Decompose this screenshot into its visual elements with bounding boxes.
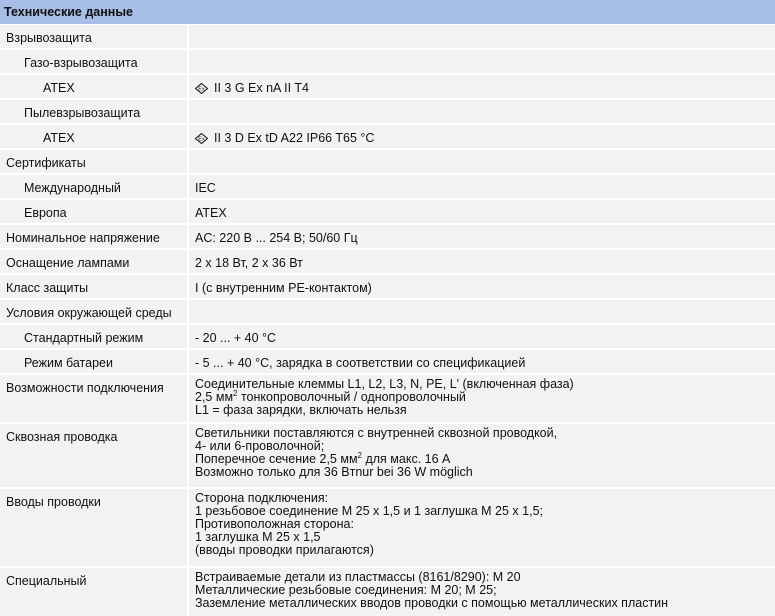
row-value: Встраиваемые детали из пластмассы (8161/8290): M 20 Металлические резьбовые соединения: M 20; M 25; Заземление металлических вводов проводки с помощью металлических пластин <box>195 570 669 610</box>
row-value: I (с внутренним PE-контактом) <box>195 281 372 295</box>
ex-icon <box>195 83 208 94</box>
row-label: ATEX <box>43 131 75 145</box>
table-row <box>0 275 775 299</box>
row-value: - 5 ... + 40 °C, зарядка в соответствии со спецификацией <box>195 356 526 370</box>
row-value: - 20 ... + 40 °C <box>195 331 277 345</box>
table-row <box>0 50 775 74</box>
table-row <box>0 150 775 174</box>
row-value: 2 x 18 Вт, 2 x 36 Вт <box>195 256 303 270</box>
svg-text:Ex: Ex <box>198 136 205 143</box>
row-label: Вводы проводки <box>6 495 101 509</box>
table-row <box>0 350 775 374</box>
table-row <box>0 75 775 99</box>
row-value: IEC <box>195 181 216 195</box>
row-value: Сторона подключения: 1 резьбовое соединение M 25 x 1,5 и 1 заглушка M 25 x 1,5; Противоположная сторона: 1 заглушка M 25 x 1,5 (вводы проводки прилагаются) <box>195 491 544 557</box>
row-value: II 3 G Ex nA II T4 <box>214 81 309 95</box>
row-value: AC: 220 В ... 254 В; 50/60 Гц <box>195 231 358 245</box>
row-label: Газо-взрывозащита <box>24 56 138 70</box>
row-value: ATEX <box>195 206 227 220</box>
table-row <box>0 424 775 488</box>
table-header <box>0 0 775 24</box>
row-value: Соединительные клеммы L1, L2, L3, N, PE, L' (включенная фаза) 2,5 $мм^2$ тонкопроволочный / однопроволочный L1 = фаза зарядки, включать нельзя <box>195 377 574 417</box>
row-label: Сертификаты <box>6 156 86 170</box>
table-row <box>0 568 775 616</box>
table-row <box>0 25 775 49</box>
row-label: Оснащение лампами <box>6 256 130 270</box>
table-row <box>0 489 775 567</box>
row-label: Пылевзрывозащита <box>24 106 141 120</box>
row-label: Класс защиты <box>6 281 89 295</box>
table-row <box>0 375 775 423</box>
row-label: Условия окружающей среды <box>6 306 172 320</box>
table-row <box>0 225 775 249</box>
row-label: Режим батареи <box>24 356 113 370</box>
row-label: Стандартный режим <box>24 331 144 345</box>
table-row <box>0 200 775 224</box>
svg-text:Ex: Ex <box>198 86 205 93</box>
row-value: Светильники поставляются с внутренней сквозной проводкой, 4- или 6-проволочной; Поперечное сечение 2,5 $мм^2$ для макс. 16 A Возможно только для 36 Bтnur bei 36 W möglich <box>195 426 558 479</box>
table-row <box>0 125 775 149</box>
row-label: Международный <box>24 181 121 195</box>
row-label: Номинальное напряжение <box>6 231 160 245</box>
row-value: II 3 D Ex tD A22 IP66 T65 °C <box>214 131 375 145</box>
table-row <box>0 175 775 199</box>
table-row <box>0 250 775 274</box>
row-label: Европа <box>24 206 67 220</box>
row-label: Сквозная проводка <box>6 430 118 444</box>
table-row <box>0 325 775 349</box>
row-label: Возможности подключения <box>6 381 164 395</box>
row-label: ATEX <box>43 81 75 95</box>
header-title: Технические данные <box>4 5 133 19</box>
ex-icon <box>195 133 208 144</box>
table-row <box>0 300 775 324</box>
table-row <box>0 100 775 124</box>
row-label: Взрывозащита <box>6 31 92 45</box>
row-label: Специальный <box>6 574 87 588</box>
